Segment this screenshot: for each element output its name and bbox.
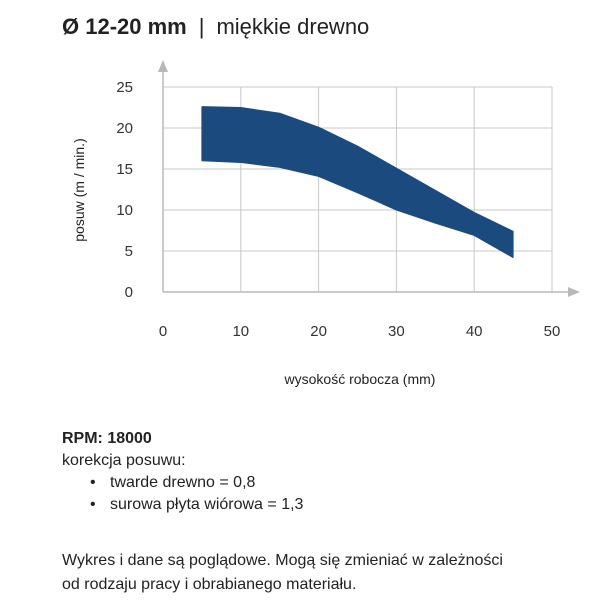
rpm-value: RPM: 18000 xyxy=(62,430,152,447)
correction-list xyxy=(62,472,303,516)
correction-title: korekcja posuwu: xyxy=(62,452,186,469)
material-label: miękkie drewno xyxy=(216,14,370,39)
y-tick-label: 5 xyxy=(124,243,133,260)
disclaimer-line-2: od rodzaju pracy i obrabianego materiału. xyxy=(62,576,357,593)
x-tick-label: 10 xyxy=(232,323,250,340)
x-tick-label: 20 xyxy=(310,323,327,340)
disclaimer xyxy=(62,549,592,597)
y-tick-label: 10 xyxy=(116,202,133,219)
notes-section xyxy=(62,428,303,516)
y-tick-label: 0 xyxy=(124,284,133,301)
correction-text: twarde drewno = 0,8 xyxy=(110,474,256,491)
y-axis-arrow xyxy=(158,60,168,72)
x-tick-label: 40 xyxy=(465,323,483,340)
y-tick-label: 20 xyxy=(116,120,133,137)
bullet-icon: • xyxy=(90,496,96,513)
bullet-icon: • xyxy=(90,474,96,491)
y-axis-label: posuw (m / min.) xyxy=(71,138,87,242)
x-axis-arrow xyxy=(568,287,580,297)
correction-text: surowa płyta wiórowa = 1,3 xyxy=(110,496,304,513)
feed-rate-band xyxy=(202,107,513,258)
diameter-label: Ø 12-20 mm xyxy=(62,14,187,39)
disclaimer-line-1: Wykres i dane są poglądowe. Mogą się zmieniać w zależności xyxy=(62,552,503,569)
y-tick-label: 25 xyxy=(116,79,133,96)
x-tick-label: 30 xyxy=(388,323,405,340)
correction-item-hardwood xyxy=(62,472,303,494)
x-tick-label: 50 xyxy=(543,323,561,340)
y-tick-label: 15 xyxy=(116,161,133,178)
x-axis-label: wysokość robocza (mm) xyxy=(284,371,436,387)
x-tick-label: 0 xyxy=(158,323,168,340)
correction-item-chipboard xyxy=(62,494,303,516)
title-separator: | xyxy=(198,14,205,39)
